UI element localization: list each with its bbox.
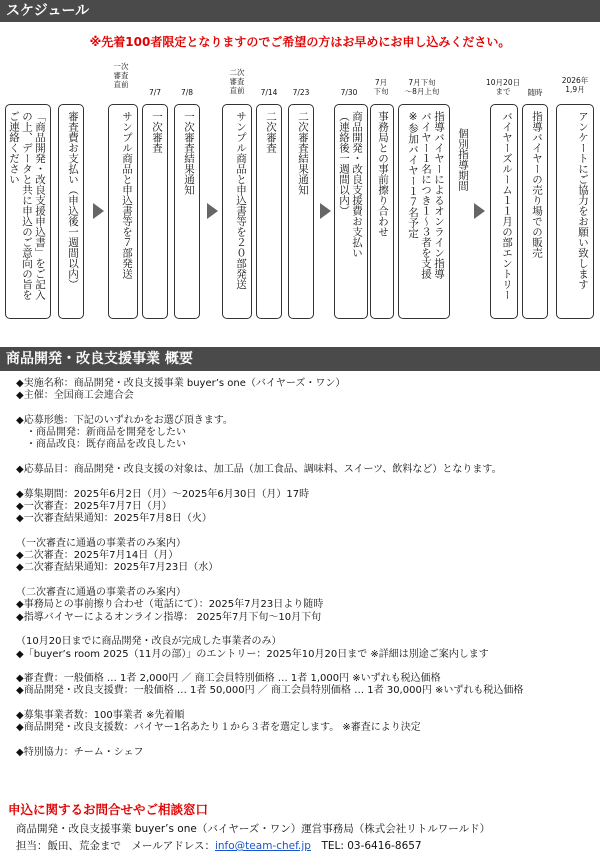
step-14-box [522,104,548,319]
overview-line: ・商品改良：既存商品を改良したい [16,439,186,451]
flow-arrow-2 [207,203,218,219]
step-6-box [222,104,252,319]
overview-body [16,378,591,759]
step-4-text: 一次審査 [151,111,163,153]
step-7-box [256,104,282,319]
contact-email-link[interactable]: info@team-chef.jp [214,840,311,852]
flow-arrow-4 [474,203,485,219]
step-5-box [174,104,200,319]
flow-arrow-1 [93,203,104,219]
step-13-text: バイヤーズルーム１１月の部エントリー [501,111,513,300]
schedule-flow [0,0,600,330]
overview-line: （10月20日までに商品開発・改良が完成した事業者のみ） [16,636,282,648]
step-10-date: 7月 下旬 [373,78,389,96]
overview-header: 商品開発・改良支援事業 概要 [0,347,600,371]
step-13-box [490,104,518,319]
step-10-box [370,104,394,319]
overview-line: ◆実施名称：商品開発・改良支援事業 buyer’s one（バイヤーズ・ワン） [16,378,346,389]
overview-line: ◆審査費：一般価格 … 1者 2,000円 ／ 商工会員特別価格 … 1者 1,000円 ※いずれも税込価格 [16,673,441,685]
overview-line: ◆一次審査結果通知：2025年7月8日（火） [16,513,212,525]
individual-guidance-period: 個別指導期間 [457,128,469,191]
overview-line [16,476,591,488]
contact-office: 商品開発・改良支援事業 buyer’s one（バイヤーズ・ワン）運営事務局（株式会社リトルワールド） [16,823,491,835]
step-15-date: 2026年 1,9月 [561,76,589,94]
step-8-date: 7/23 [292,88,310,97]
step-5-date: 7/8 [180,88,194,97]
overview-line: （一次審査に通過の事業者のみ案内） [16,537,186,549]
overview-line [16,624,591,636]
overview-line [16,661,591,673]
step-11-date: 7月下旬 〜8月上旬 [404,78,440,96]
step-9-box [334,104,368,319]
overview-line: ◆応募品目：商品開発・改良支援の対象は、加工品（加工食品、調味料、スイーツ、飲料など）となります。 [16,464,502,476]
step-5-text: 一次審査結果通知 [183,111,195,195]
step-13-date: 10月20日 まで [486,78,521,96]
overview-line: ・商品開発：新商品を開発をしたい [16,427,186,439]
overview-line: ◆一次審査：2025年7月7日（月） [16,500,172,512]
overview-line: ◆事務局との事前擦り合わせ（電話にて）：2025年7月23日より随時 [16,599,324,611]
step-8-box [288,104,314,319]
step-2-box [58,104,84,319]
overview-line: ◆二次審査結果通知：2025年7月23日（水） [16,562,219,574]
overview-line: ◆募集事業者数：100事業者 ※先着順 [16,710,185,722]
contact-details [16,838,422,853]
step-9-date: 7/30 [340,88,358,97]
contact-title: 申込に関するお問合せやご相談窓口 [8,802,209,817]
step-9-text: 商品開発・改良支援費お支払い （連絡後一週間以内） [338,111,363,258]
overview-line: ◆二次審査：2025年7月14日（月） [16,550,179,562]
step-15-box [556,104,594,319]
overview-line: ◆商品開発・改良支援数：バイヤー1名あたり１から３者を選定します。 ※審査により決定 [16,722,421,734]
overview-line [16,575,591,587]
step-3-text: サンプル商品と申込書等を７部発送 [121,111,133,279]
step-7-text: 二次審査 [265,111,277,153]
flow-arrow-3 [320,203,331,219]
overview-line [16,403,591,415]
overview-line: （二次審査に通過の事業者のみ案内） [16,587,186,599]
overview-line [16,735,591,747]
step-8-text: 二次審査結果通知 [297,111,309,195]
step-14-date: 随時 [527,88,543,97]
overview-line [16,452,591,464]
overview-line: ◆商品開発・改良支援費：一般価格 … 1者 50,000円 ／ 商工会員特別価格 … 1者 30,000円 ※いずれも税込価格 [16,685,524,697]
step-10-text: 事務局との事前擦り合わせ [377,111,389,237]
overview-line: ◆指導バイヤーによるオンライン指導： 2025年7月下旬～10月下旬 [16,611,322,623]
step-6-date: 二次 審査 直前 [229,68,245,95]
overview-line: ◆募集期間：2025年6月2日（月）～2025年6月30日（月）17時 [16,488,310,500]
step-15-text: アンケートにご協力をお願い致します [577,111,589,290]
step-3-date: 一次 審査 直前 [113,62,129,89]
step-4-date: 7/7 [148,88,162,97]
step-1-text: 「商品開発・改良支援申込書」をご記入 の上、データと共に申込のご意向の旨を ご連絡ください [8,111,46,300]
step-14-text: 指導バイヤーの売り場での販売 [531,111,543,258]
contact-phone: TEL: 03-6416-8657 [310,840,422,852]
contact-person: 担当：飯田、荒金まで メールアドレス： [16,840,215,852]
step-3-box [108,104,138,319]
limited-notice: ※先着100者限定となりますのでご希望の方はお早めにお申し込みください。 [89,35,511,49]
overview-line [16,526,591,538]
schedule-header: スケジュール [0,0,600,22]
overview-line: ◆主催：全国商工会連合会 [16,390,134,402]
step-11-text: 指導バイヤーによるオンライン指導 バイヤー１名につき１〜３者を支援 ※参加バイヤー１７名予定 [407,111,445,279]
step-2-text: 審査費お支払い（申込後一週間以内） [67,111,79,290]
overview-line [16,698,591,710]
overview-line: ◆特別協力：チーム・シェフ [16,746,144,758]
step-4-box [142,104,168,319]
step-7-date: 7/14 [260,88,278,97]
overview-line: ◆「buyer’s room 2025（11月の部）」のエントリー：2025年10月20日まで ※詳細は別途ご案内します [16,648,489,660]
overview-line: ◆応募形態：下記のいずれかをお選び頂きます。 [16,414,233,426]
step-11-box [398,104,450,319]
step-6-text: サンプル商品と申込書等を２０部発送 [235,111,247,290]
step-1-box [5,104,51,319]
